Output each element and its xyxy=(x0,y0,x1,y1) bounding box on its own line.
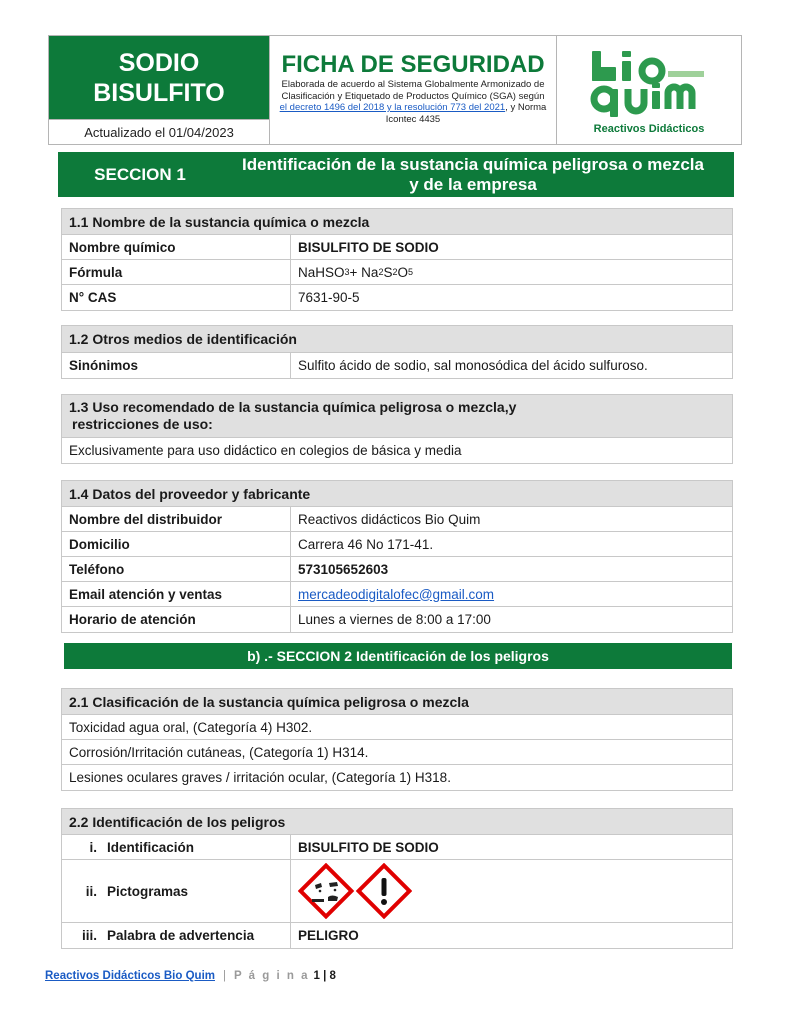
row-label: i. Identificación xyxy=(62,835,291,859)
row-label: Nombre químico xyxy=(62,235,291,259)
formula-value: NaHSO 3 + Na 2 S 2 O 5 xyxy=(298,264,414,280)
table-row xyxy=(62,835,732,860)
section1-title-line2: y de la empresa xyxy=(409,174,537,194)
table-row xyxy=(62,353,732,378)
table-row xyxy=(62,507,732,532)
table-row xyxy=(62,860,732,923)
address-value: Carrera 46 No 171-41. xyxy=(298,536,434,552)
use-text: Exclusivamente para uso didáctico en colegios de básica y media xyxy=(69,443,462,458)
table-row xyxy=(62,557,732,582)
product-name-line1: SODIO xyxy=(118,48,200,77)
table-row xyxy=(62,582,732,607)
row-label: Horario de atención xyxy=(62,607,291,632)
row-label: N° CAS xyxy=(62,285,291,310)
title-block xyxy=(270,36,557,144)
table-heading: 2.2 Identificación de los peligros xyxy=(62,809,732,835)
heading-line1: 1.3 Uso recomendado de la sustancia química peligrosa o mezcla,y xyxy=(69,399,517,415)
classification-item: Corrosión/Irritación cutáneas, (Categoría 1) H314. xyxy=(69,744,369,760)
row-label: Nombre del distribuidor xyxy=(62,507,291,531)
row-label: iii. Palabra de advertencia xyxy=(62,923,291,948)
footer-company-link[interactable]: Reactivos Didácticos Bio Quim xyxy=(45,970,215,982)
distributor-value: Reactivos didácticos Bio Quim xyxy=(298,511,481,527)
product-block xyxy=(49,36,270,144)
row-label: Email atención y ventas xyxy=(62,582,291,606)
recommended-use-table xyxy=(61,394,733,464)
table-row xyxy=(62,438,732,463)
subtitle-text-a: Elaborada de acuerdo al Sistema Globalmente Armonizado de Clasificación y Etiquetado de Productos Químico (SGA) según xyxy=(281,79,545,102)
decree-link[interactable]: el decreto 1496 del 2018 y la resolución 773 del 2021 xyxy=(279,102,506,113)
table-heading: 1.2 Otros medios de identificación xyxy=(62,326,732,353)
section1-title-line1: Identificación de la sustancia química peligrosa o mezcla xyxy=(242,154,704,174)
document-header xyxy=(48,35,742,145)
pictograms-cell xyxy=(291,860,732,922)
corrosion-pictogram-icon xyxy=(298,863,354,919)
classification-item: Lesiones oculares graves / irritación ocular, (Categoría 1) H318. xyxy=(69,770,451,785)
footer-page-number: 1 | 8 xyxy=(313,970,336,982)
synonyms-value: Sulfito ácido de sodio, sal monosódica del ácido sulfuroso. xyxy=(298,358,648,373)
table-row xyxy=(62,607,732,632)
table-row xyxy=(62,235,732,260)
table-row xyxy=(62,715,732,740)
section2-banner: b) .- SECCION 2 Identificación de los peligros xyxy=(64,643,732,669)
cas-number-value: 7631-90-5 xyxy=(298,290,360,305)
identification-value: BISULFITO DE SODIO xyxy=(298,839,439,855)
other-identification-table xyxy=(61,325,733,379)
heading-line2: restricciones de uso: xyxy=(72,416,213,432)
row-label: Fórmula xyxy=(62,260,291,284)
row-label: ii. Pictogramas xyxy=(62,860,291,922)
table-row xyxy=(62,740,732,765)
table-row xyxy=(62,923,732,948)
table-row xyxy=(62,532,732,557)
section1-title xyxy=(222,155,734,195)
classification-item: Toxicidad agua oral, (Categoría 4) H302. xyxy=(69,719,313,735)
product-name-line2: BISULFITO xyxy=(93,78,225,107)
hazard-identification-table xyxy=(61,808,733,949)
row-label: Teléfono xyxy=(62,557,291,581)
classification-table xyxy=(61,688,733,791)
exclamation-pictogram-icon xyxy=(356,863,412,919)
signal-word-value: PELIGRO xyxy=(298,928,359,943)
footer-page-word: P á g i n a xyxy=(234,970,310,982)
document-title: FICHA DE SEGURIDAD xyxy=(281,51,545,78)
page-footer xyxy=(45,970,336,982)
section1-banner xyxy=(58,152,734,197)
table-heading xyxy=(62,395,732,438)
phone-value: 573105652603 xyxy=(298,561,389,577)
section1-label: SECCION 1 xyxy=(94,164,186,184)
hours-value: Lunes a viernes de 8:00 a 17:00 xyxy=(298,612,491,627)
subtitle-text-b: , y Norma Icontec 4435 xyxy=(385,102,547,125)
document-subtitle xyxy=(270,79,556,125)
table-heading: 2.1 Clasificación de la sustancia química peligrosa o mezcla xyxy=(62,689,732,715)
email-cell xyxy=(291,582,732,606)
table-row xyxy=(62,285,732,310)
product-name xyxy=(49,36,269,119)
logo-caption: Reactivos Didácticos xyxy=(593,123,705,135)
row-label: Sinónimos xyxy=(62,353,291,378)
table-row xyxy=(62,765,732,790)
footer-separator: | xyxy=(223,970,226,982)
supplier-table xyxy=(61,480,733,633)
table-heading: 1.4 Datos del proveedor y fabricante xyxy=(62,481,732,507)
table-row xyxy=(62,260,732,285)
substance-name-table xyxy=(61,208,733,311)
bioquim-logo-icon xyxy=(584,45,714,125)
logo-block xyxy=(557,36,741,144)
row-label: Domicilio xyxy=(62,532,291,556)
email-link[interactable]: mercadeodigitalofec@gmail.com xyxy=(298,586,495,602)
updated-date: Actualizado el 01/04/2023 xyxy=(49,119,269,144)
table-heading: 1.1 Nombre de la sustancia química o mezcla xyxy=(62,209,732,235)
chemical-name-value: BISULFITO DE SODIO xyxy=(298,239,439,255)
